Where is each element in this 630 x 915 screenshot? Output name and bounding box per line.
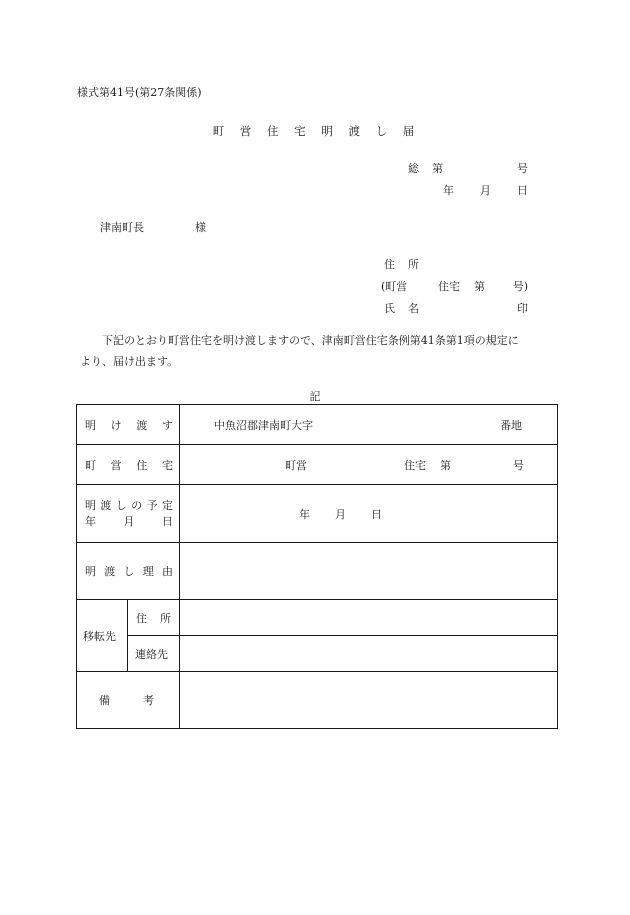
applicant-address-row: [384, 256, 528, 278]
label-char: 備: [99, 694, 110, 707]
cell-sublabel: [128, 636, 180, 672]
table-row: [77, 636, 558, 672]
year-label: 年: [443, 184, 454, 197]
addressee-name: 津南町長: [100, 221, 144, 234]
label-char: の: [131, 498, 143, 512]
row1-value: [180, 405, 557, 444]
label-char: 考: [143, 694, 154, 707]
banchi-label: 番地: [500, 418, 522, 432]
table-row: [77, 672, 558, 729]
label-char: 営: [110, 458, 122, 472]
name-label-char: 氏: [384, 302, 395, 315]
label-char: 住: [136, 458, 148, 472]
chouei-label: 町営: [285, 458, 307, 472]
relocation-label: 移転先: [83, 629, 116, 643]
label-char: 渡: [104, 565, 116, 578]
title-char: 宅: [294, 124, 306, 138]
label-char: 渡: [136, 418, 148, 432]
day-label: 日: [371, 507, 382, 521]
label-char: 予: [146, 498, 158, 512]
row1-label: [77, 417, 179, 433]
row3-label-line1: [85, 498, 173, 514]
label-char: 宅: [161, 458, 173, 472]
row2-label: [77, 457, 179, 473]
label-char: 住: [136, 611, 147, 625]
applicant-housing-row: [381, 278, 528, 300]
address-prefix: 中魚沼郡津南町大字: [214, 418, 313, 432]
table-row: [77, 485, 558, 543]
title-char: し: [375, 124, 388, 138]
label-char: し: [115, 498, 127, 512]
applicant-name-row: [384, 300, 528, 322]
cell-label: [77, 405, 180, 445]
label-char: す: [161, 418, 173, 432]
relocation-contact-label: 連絡先: [135, 647, 168, 661]
title-char: 住: [267, 124, 279, 138]
ki-heading: 記: [309, 390, 321, 403]
month-label: 月: [480, 184, 491, 197]
row6-label: [77, 692, 179, 708]
seal-label: 印: [517, 302, 528, 315]
day-label: 日: [517, 184, 528, 197]
sou-label: 総: [408, 162, 419, 175]
dai-label: 第: [432, 162, 443, 175]
title-char: 営: [239, 124, 252, 138]
label-char: 町: [85, 458, 96, 472]
addressee-honorific: 様: [195, 221, 206, 234]
cell-label: [77, 445, 180, 485]
cell-label: [77, 543, 180, 600]
title-char: 届: [402, 124, 415, 138]
month-label: 月: [335, 507, 346, 521]
label-char: 所: [160, 611, 171, 625]
housing-gou: 号): [512, 280, 528, 293]
label-char: 日: [162, 514, 173, 528]
applicant-block: [381, 256, 528, 322]
table-row: [77, 405, 558, 445]
row2-value: [180, 445, 557, 484]
label-char: し: [123, 565, 135, 578]
body-text: [80, 330, 556, 372]
housing-open: (町営: [381, 280, 408, 293]
jutaku-label: 住宅: [404, 458, 426, 472]
address-label-char: 所: [408, 258, 419, 271]
relocation-address-label: [128, 610, 179, 626]
cell-value[interactable]: [180, 445, 558, 485]
cell-value[interactable]: [180, 485, 558, 543]
name-label-char: 名: [408, 302, 419, 315]
addressee: [100, 219, 206, 235]
reason-field[interactable]: [180, 543, 558, 600]
title-char: 明: [321, 124, 333, 138]
title-char: 渡: [348, 124, 360, 138]
title-char: 町: [212, 124, 225, 138]
address-label-char: 住: [384, 258, 395, 271]
cell-label: [77, 485, 180, 543]
body-line-1: 下記のとおり町営住宅を明け渡しますので、津南町営住宅条例第41条第1項の規定に: [102, 334, 519, 347]
remarks-field[interactable]: [180, 672, 558, 729]
gou-label: 号: [517, 162, 528, 175]
label-char: 定: [161, 498, 173, 512]
cell-label: [77, 600, 128, 672]
cell-sublabel: [128, 600, 180, 636]
dai-label: 第: [440, 458, 451, 472]
housing-dai: 第: [474, 280, 485, 293]
document-title: [0, 123, 630, 139]
cell-label: [77, 672, 180, 729]
row3-label-line2: [85, 514, 173, 530]
details-table: [76, 404, 558, 729]
label-char: 月: [123, 514, 135, 528]
row4-label: [77, 563, 179, 579]
form-number: 様式第41号(第27条関係): [77, 86, 202, 99]
label-char: 明: [85, 565, 96, 578]
body-line-2: より、届け出ます。: [80, 355, 179, 368]
table-row: [77, 600, 558, 636]
relocation-address-field[interactable]: [180, 600, 558, 636]
relocation-contact-field[interactable]: [180, 636, 558, 672]
table-row: [77, 543, 558, 600]
year-label: 年: [299, 507, 310, 521]
label-char: 明: [85, 498, 96, 512]
housing-jutaku: 住宅: [438, 280, 460, 293]
label-char: 年: [85, 514, 96, 528]
table-row: [77, 445, 558, 485]
row3-value: [180, 485, 557, 542]
cell-value[interactable]: [180, 405, 558, 445]
label-char: 明: [85, 418, 96, 432]
gou-label: 号: [513, 458, 524, 472]
label-char: 由: [162, 565, 173, 578]
row3-label: [77, 498, 179, 530]
label-char: け: [110, 418, 122, 432]
label-char: 渡: [100, 498, 112, 512]
label-char: 理: [142, 565, 154, 578]
